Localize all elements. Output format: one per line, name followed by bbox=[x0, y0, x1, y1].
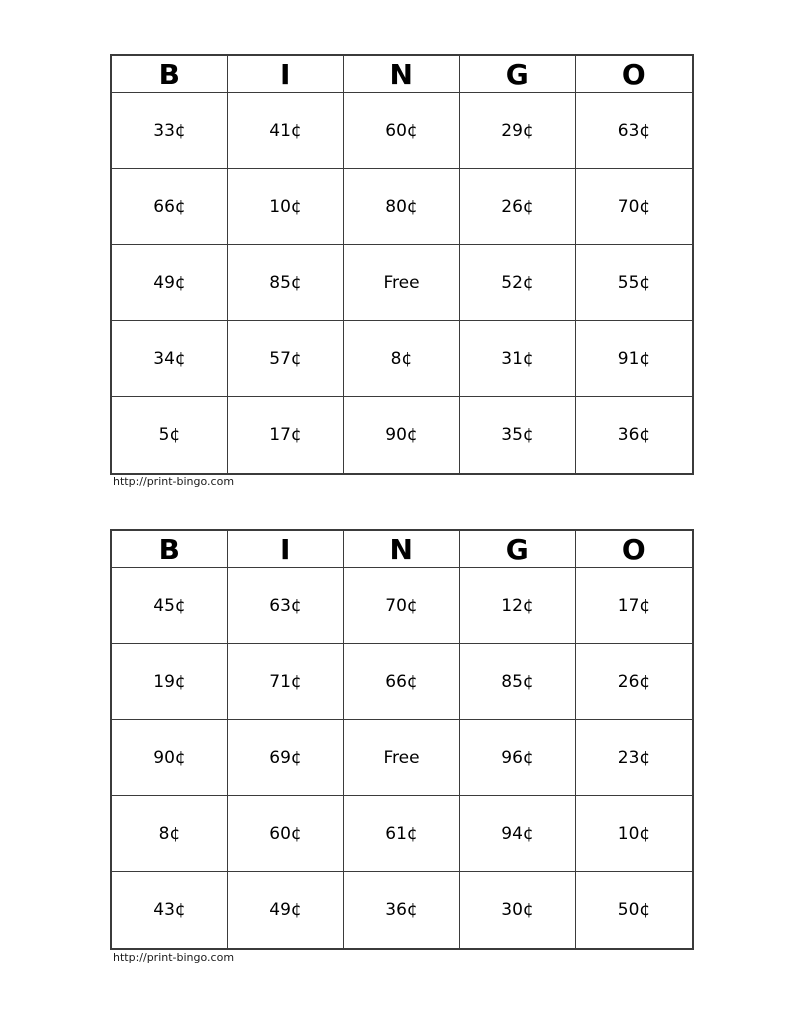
bingo-cell: 8¢ bbox=[344, 321, 460, 397]
bingo-cell: 90¢ bbox=[344, 397, 460, 473]
bingo-header-cell-i: I bbox=[228, 531, 344, 568]
bingo-cell: 66¢ bbox=[112, 169, 228, 245]
bingo-header-cell-g: G bbox=[460, 56, 576, 93]
bingo-cell: 30¢ bbox=[460, 872, 576, 948]
bingo-cell: 85¢ bbox=[228, 245, 344, 321]
bingo-cell: 41¢ bbox=[228, 93, 344, 169]
bingo-cell-free: Free bbox=[344, 720, 460, 796]
bingo-header-cell-n: N bbox=[344, 56, 460, 93]
bingo-cell: 26¢ bbox=[576, 644, 692, 720]
bingo-cell: 66¢ bbox=[344, 644, 460, 720]
bingo-cell: 17¢ bbox=[576, 568, 692, 644]
bingo-cell: 69¢ bbox=[228, 720, 344, 796]
bingo-cell: 49¢ bbox=[112, 245, 228, 321]
bingo-cell: 60¢ bbox=[344, 93, 460, 169]
bingo-cell: 36¢ bbox=[344, 872, 460, 948]
bingo-cell: 63¢ bbox=[576, 93, 692, 169]
bingo-card-2 bbox=[110, 529, 694, 950]
source-url: http://print-bingo.com bbox=[113, 475, 235, 488]
bingo-cell: 90¢ bbox=[112, 720, 228, 796]
source-url: http://print-bingo.com bbox=[113, 951, 235, 964]
bingo-cell: 10¢ bbox=[228, 169, 344, 245]
bingo-cell: 94¢ bbox=[460, 796, 576, 872]
bingo-cell: 55¢ bbox=[576, 245, 692, 321]
bingo-header-cell-b: B bbox=[112, 56, 228, 93]
bingo-header-cell-g: G bbox=[460, 531, 576, 568]
bingo-cell: 17¢ bbox=[228, 397, 344, 473]
bingo-cell: 43¢ bbox=[112, 872, 228, 948]
bingo-header-cell-b: B bbox=[112, 531, 228, 568]
bingo-cell: 36¢ bbox=[617, 425, 651, 445]
bingo-cell: 52¢ bbox=[460, 245, 576, 321]
bingo-cell: 34¢ bbox=[112, 321, 228, 397]
bingo-cell: 29¢ bbox=[460, 93, 576, 169]
bingo-cell: 91¢ bbox=[576, 321, 692, 397]
bingo-cell: 61¢ bbox=[344, 796, 460, 872]
bingo-cell: 19¢ bbox=[112, 644, 228, 720]
bingo-cell: 85¢ bbox=[460, 644, 576, 720]
bingo-cell: 70¢ bbox=[576, 169, 692, 245]
bingo-cell: 70¢ bbox=[344, 568, 460, 644]
bingo-cell: 12¢ bbox=[460, 568, 576, 644]
bingo-cell: 71¢ bbox=[228, 644, 344, 720]
bingo-cell: 33¢ bbox=[112, 93, 228, 169]
bingo-cell: 80¢ bbox=[344, 169, 460, 245]
bingo-cell: 57¢ bbox=[228, 321, 344, 397]
bingo-cell: 50¢ bbox=[617, 900, 651, 920]
bingo-cell: 60¢ bbox=[228, 796, 344, 872]
bingo-cell-free: Free bbox=[344, 245, 460, 321]
bingo-cell: 23¢ bbox=[576, 720, 692, 796]
bingo-cell: 45¢ bbox=[112, 568, 228, 644]
bingo-cell: 96¢ bbox=[460, 720, 576, 796]
bingo-cell: 63¢ bbox=[228, 568, 344, 644]
bingo-cell: 10¢ bbox=[576, 796, 692, 872]
bingo-cell: 8¢ bbox=[112, 796, 228, 872]
bingo-header-cell-o: O bbox=[576, 531, 692, 568]
bingo-card-1 bbox=[110, 54, 694, 475]
bingo-cell: 49¢ bbox=[228, 872, 344, 948]
bingo-header-cell-i: I bbox=[228, 56, 344, 93]
bingo-cell: 31¢ bbox=[460, 321, 576, 397]
bingo-cell: 35¢ bbox=[460, 397, 576, 473]
bingo-cell: 5¢ bbox=[112, 397, 228, 473]
bingo-cell: 26¢ bbox=[460, 169, 576, 245]
bingo-header-cell-o: O bbox=[576, 56, 692, 93]
bingo-header-cell-n: N bbox=[344, 531, 460, 568]
